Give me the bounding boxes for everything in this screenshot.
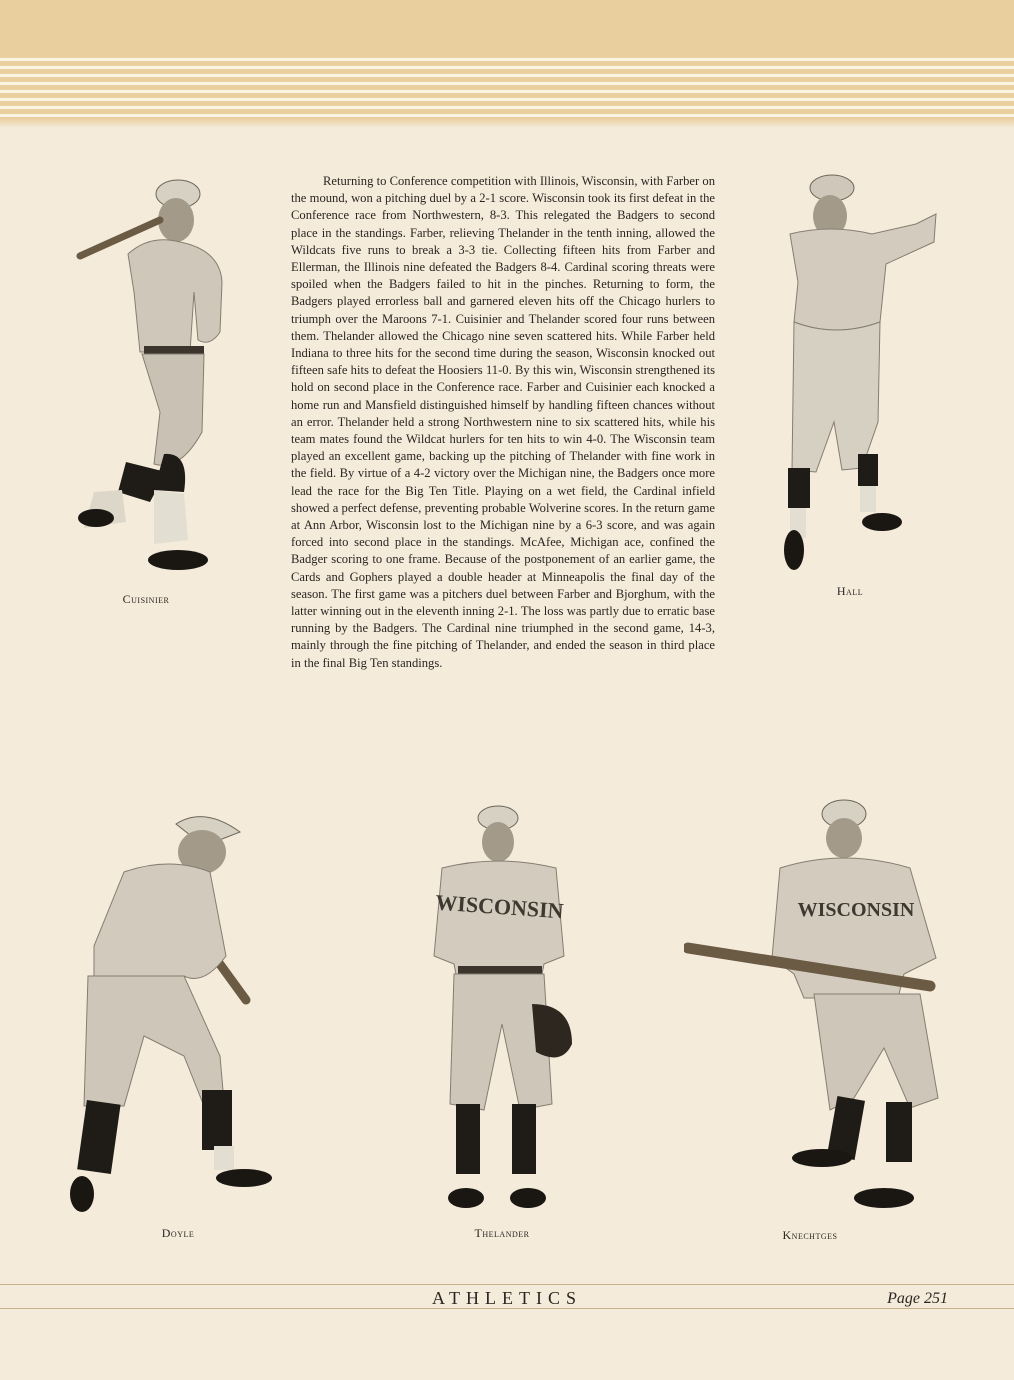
thelander-figure bbox=[422, 804, 578, 1214]
player-photo-cuisinier bbox=[70, 172, 230, 580]
header-stripe bbox=[0, 74, 1014, 77]
header-stripe bbox=[0, 114, 1014, 117]
player-photo-knechtges bbox=[684, 798, 946, 1214]
header-band bbox=[0, 0, 1014, 128]
header-stripe bbox=[0, 58, 1014, 61]
player-photo-thelander bbox=[422, 804, 578, 1214]
player-photo-hall bbox=[776, 172, 938, 574]
cuisinier-figure bbox=[70, 172, 230, 580]
header-stripe bbox=[0, 90, 1014, 93]
header-stripe bbox=[0, 98, 1014, 101]
player-photo-doyle bbox=[64, 806, 278, 1214]
page-number: Page 251 bbox=[887, 1290, 948, 1307]
header-fade bbox=[0, 118, 1014, 128]
caption-knechtges: Knechtges bbox=[782, 1228, 838, 1242]
hall-figure bbox=[776, 172, 938, 574]
footer-rule-bottom bbox=[0, 1308, 1014, 1309]
header-stripe bbox=[0, 66, 1014, 69]
footer-rule-top bbox=[0, 1284, 1014, 1285]
doyle-figure bbox=[64, 806, 278, 1214]
caption-doyle: Doyle bbox=[161, 1226, 195, 1240]
knechtges-jersey-lettering: WISCONSIN bbox=[797, 899, 915, 921]
caption-cuisinier: Cuisinier bbox=[122, 592, 170, 606]
thelander-jersey-lettering: WISCONSIN bbox=[434, 889, 565, 924]
caption-hall: Hall bbox=[836, 584, 864, 598]
caption-thelander: Thelander bbox=[474, 1226, 530, 1240]
knechtges-figure bbox=[684, 798, 946, 1214]
header-stripe bbox=[0, 82, 1014, 85]
header-stripe bbox=[0, 106, 1014, 109]
article-body: Returning to Conference competition with Illinois, Wisconsin, with Farber on the mound, won a pitching duel by a 2-1 score. Wisconsin took its first defeat in the Conference race from Northwestern, 8-3. This relegated the Badgers to second place in the standings. Farber, relieving Thelander in the tenth inning, allowed the Wildcats five runs to break a 3-3 tie. Collecting fifteen hits from Farber and Ellerman, the Illinois nine defeated the Badgers 8-4. Cardinal scoring threats were spoiled when the Badgers failed to hit in the pinches. Returning to form, the Badgers played errorless ball and garnered eleven hits off the Chicago hurlers to triumph over the Maroons 7-1. Cuisinier and Thelander scored four runs between them. Thelander allowed the Chicago nine seven scattered hits. While Farber held Indiana to three hits for the second time during the season, Wisconsin knocked out fifteen safe hits to defeat the Hoosiers 11-0. By this win, Wisconsin strengthened its hold on second place in the Conference race. Farber and Cuisinier each knocked a home run and Mansfield distinguished himself by handling fifteen chances without an error. Thelander held a strong Northwestern nine to six scattered hits, while his team mates found the Wildcat hurlers for ten hits to win 4-0. The Wisconsin team played an excellent game, backing up the pitching of Thelander with fine work in the field. By virtue of a 4-2 victory over the Michigan nine, the Badgers once more lead the race for the Big Ten Title. Playing on a wet field, the Cardinal infield showed a perfect defense, preventing probable Wolverine scores. In the return game at Ann Arbor, Wisconsin lost to the Michigan nine by a 6-3 score, and was again forced into second place in the standings. McAfee, Michigan ace, confined the Badger scoring to one frame. Because of the postponement of an earlier game, the Cards and Gophers played a double header at Minneapolis the final day of the season. The first game was a pitchers duel between Farber and Bjorghum, with the latter winning out in the eleventh inning 2-1. The loss was partly due to erratic base running by the Badgers. The Cardinal nine triumphed in the second game, 14-3, mainly through the fine pitching of Thelander, and ended the season in third place in the final Big Ten standings. bbox=[291, 174, 715, 670]
section-title: ATHLETICS bbox=[432, 1288, 582, 1308]
